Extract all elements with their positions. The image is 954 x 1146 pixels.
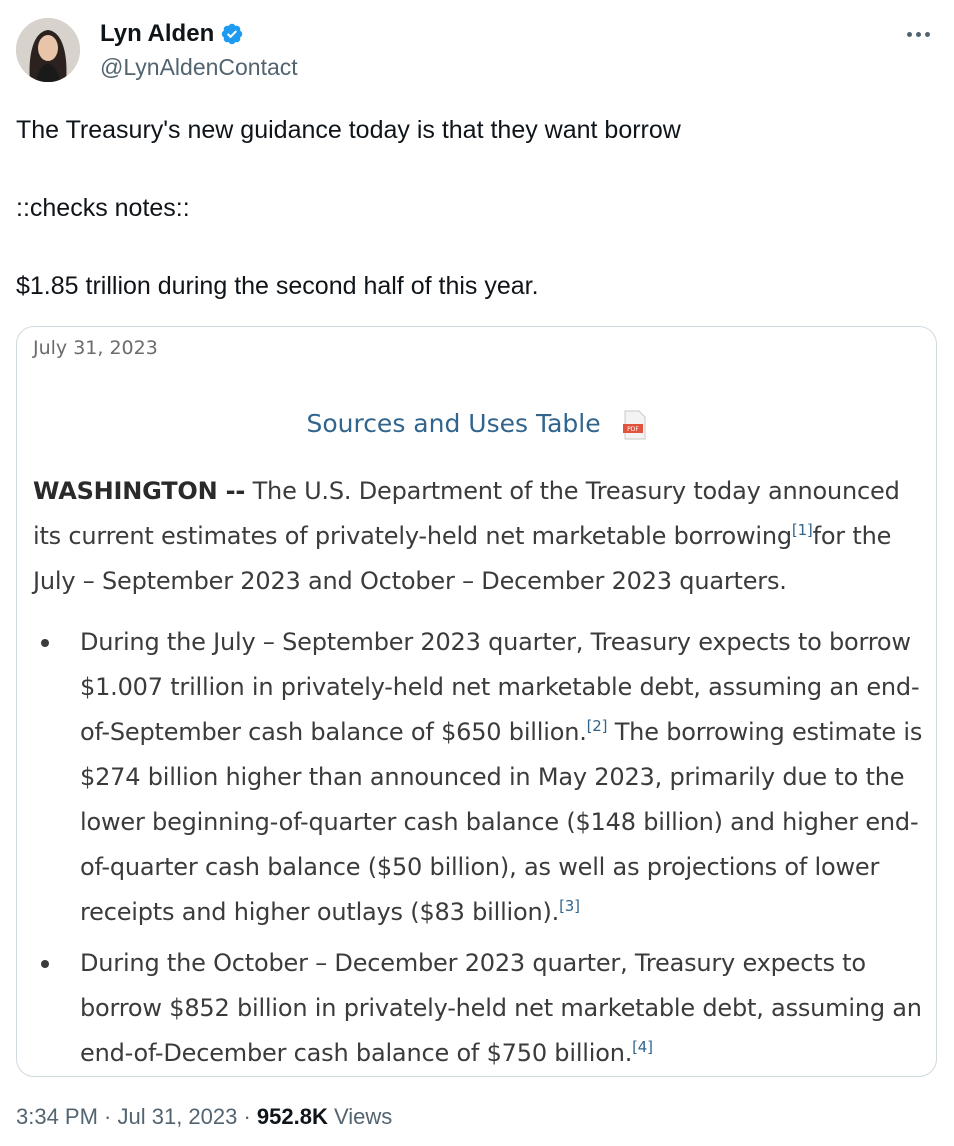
views-label: Views — [327, 1104, 393, 1129]
list-item: During the July – September 2023 quarter, Treasury expects to borrow $1.007 trillion in privately-held net marketable debt, assuming an end-of-September cash balance of $650 billion.[2] The borrowing estimate is $274 billion higher than announced in May 2023, primarily due to the lower beginning-of-quarter cash balance ($148 billion) and higher end-of-quarter cash balance ($50 billion), as well as projections of lower receipts and higher outlays ($83 billion).[3] — [33, 620, 925, 935]
footnote-link[interactable]: [4] — [632, 1038, 653, 1056]
estimates-list — [33, 620, 925, 1076]
avatar[interactable] — [16, 18, 80, 82]
tweet-line: The Treasury's new guidance today is that they want borrow — [16, 116, 681, 144]
views-count: 952.8K — [256, 1104, 328, 1129]
pdf-icon-label: PDF — [626, 426, 639, 433]
tweet-meta — [16, 1104, 392, 1130]
author-handle[interactable]: @LynAldenContact — [100, 54, 298, 80]
timestamp-link[interactable]: 3:34 PM · Jul 31, 2023 · — [16, 1104, 257, 1129]
footnote-link[interactable]: [1] — [791, 521, 813, 539]
tweet-line: ::checks notes:: — [16, 194, 190, 222]
author-name[interactable]: Lyn Alden — [100, 20, 215, 47]
list-item: During the October – December 2023 quarter, Treasury expects to borrow $852 billion in privately-held net marketable debt, assuming an end-of-December cash balance of $750 billion.[4] — [33, 941, 925, 1076]
pdf-icon — [623, 410, 647, 440]
lead-paragraph: WASHINGTON -- The U.S. Department of the Treasury today announced its current estimates of privately-held net marketable borrowing[1]for the July – September 2023 and October – December 2023 quarters. — [33, 477, 900, 595]
tweet-text — [16, 114, 916, 302]
embedded-image-card[interactable] — [16, 326, 937, 1077]
tweet-line: $1.85 trillion during the second half of this year. — [16, 272, 539, 300]
press-release-date: July 31, 2023 — [33, 337, 158, 359]
verified-badge-icon — [220, 22, 244, 46]
sources-and-uses-link[interactable]: Sources and Uses Table — [306, 409, 601, 438]
more-options-icon[interactable] — [900, 24, 936, 44]
press-release-text — [33, 469, 925, 1077]
footnote-link[interactable]: [3] — [559, 897, 580, 915]
profile-photo — [16, 18, 80, 82]
dateline: WASHINGTON -- — [33, 477, 246, 505]
footnote-link[interactable]: [2] — [586, 717, 608, 735]
